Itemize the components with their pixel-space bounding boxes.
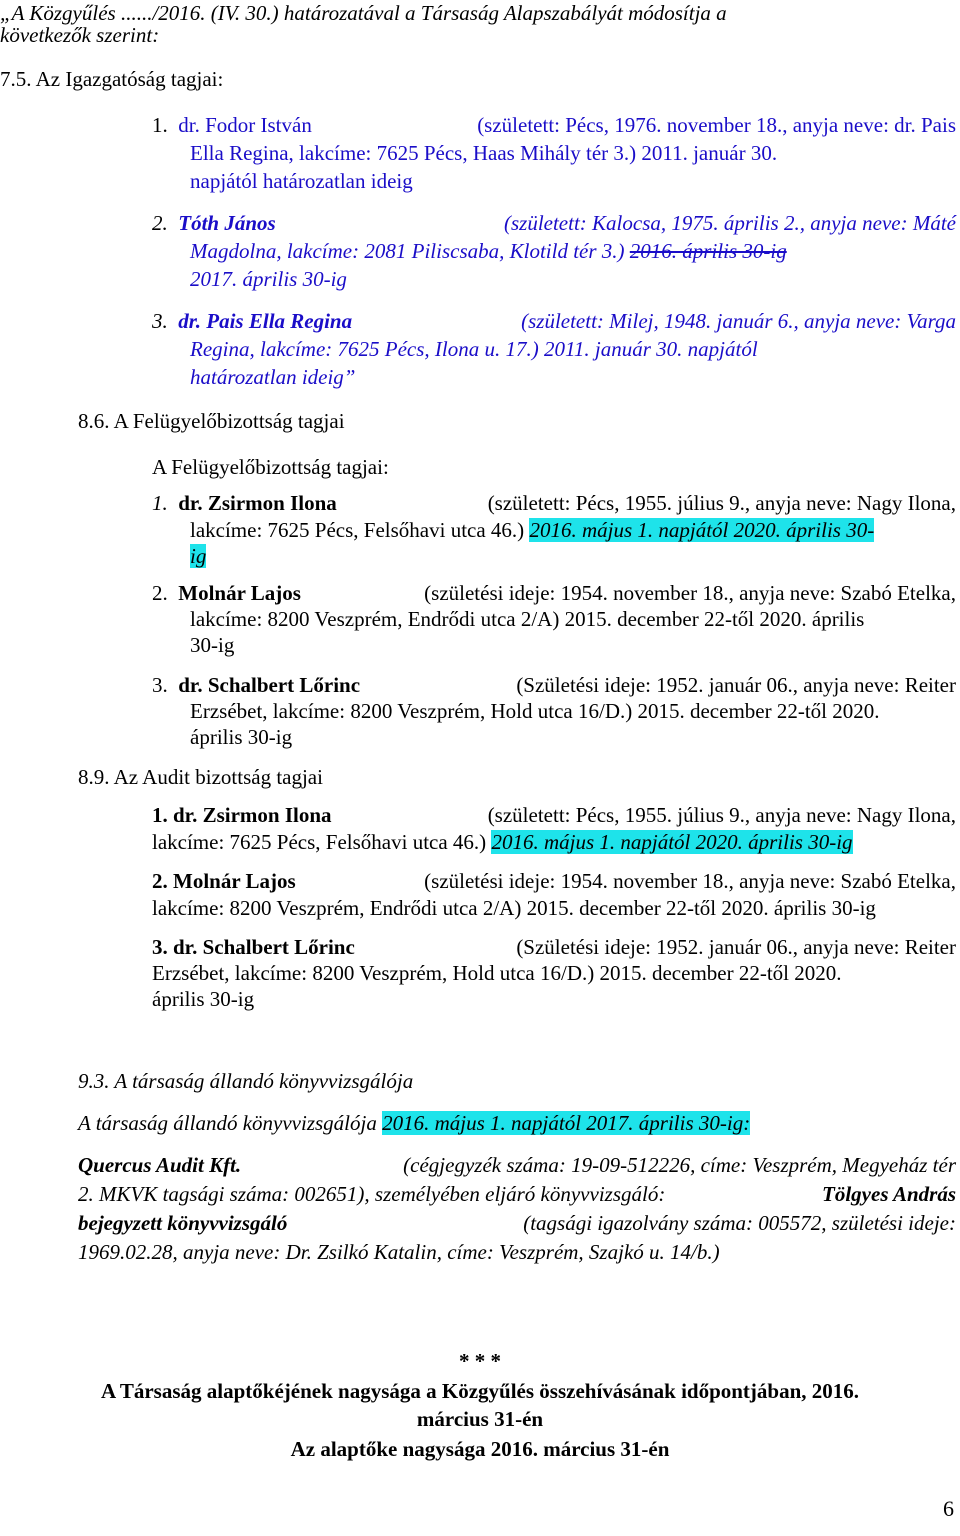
member-name: dr. Pais Ella Regina	[178, 309, 353, 333]
capital-heading: március 31-én	[416, 1407, 544, 1431]
subsection-heading: A Felügyelőbizottság tagjai:	[152, 455, 389, 479]
highlighted-text: 2016. május 1. napjától 2020. április 30-	[529, 518, 875, 542]
section-heading: 8.6. A Felügyelőbizottság tagjai	[78, 409, 345, 433]
member-name: dr. Zsirmon Ilona	[178, 491, 337, 515]
highlighted-text: 2016. május 1. napjától 2017. április 30-ig:	[382, 1111, 751, 1135]
member-name: Tóth János	[178, 211, 276, 235]
auditor-name: Tölgyes András	[822, 1182, 956, 1206]
auditor-paragraph: Quercus Audit Kft. (cégjegyzék száma: 19-09-512226, címe: Veszprém, Megyeház tér	[78, 1153, 956, 1177]
highlighted-text: ig	[190, 544, 207, 568]
member-name: 1. dr. Zsirmon Ilona	[152, 803, 332, 827]
inserted-text: 2017. április 30-ig	[190, 267, 347, 291]
member-name: 2. Molnár Lajos	[152, 869, 296, 893]
deleted-text: 2016. április 30-ig	[629, 239, 787, 263]
section-heading: 7.5. Az Igazgatóság tagjai:	[0, 67, 224, 91]
member-name: Molnár Lajos	[178, 581, 301, 605]
member-name: dr. Fodor István	[178, 113, 312, 137]
member-name: 3. dr. Schalbert Lőrinc	[152, 935, 355, 959]
highlighted-text: 2016. május 1. napjától 2020. április 30-ig	[491, 830, 853, 854]
section-heading: 8.9. Az Audit bizottság tagjai	[78, 765, 323, 789]
capital-subheading: Az alaptőke nagysága 2016. március 31-én	[290, 1437, 670, 1461]
section-heading: 9.3. A társaság állandó könyvvizsgálója	[78, 1069, 414, 1093]
page-number: 6	[943, 1496, 954, 1521]
auditor-company: Quercus Audit Kft.	[78, 1153, 242, 1177]
intro-line: következők szerint:	[0, 23, 160, 47]
intro-line: „A Közgyűlés ....../2016. (IV. 30.) határozatával a Társaság Alapszabályát módosítja a	[0, 1, 727, 25]
auditor-lead: A társaság állandó könyvvizsgálója 2016. május 1. napjától 2017. április 30-ig:	[78, 1111, 751, 1135]
separator-stars: * * *	[459, 1349, 501, 1373]
member-name: dr. Schalbert Lőrinc	[178, 673, 361, 697]
capital-heading: A Társaság alaptőkéjének nagysága a Közgyűlés összehívásának időpontjában, 2016.	[100, 1379, 860, 1403]
